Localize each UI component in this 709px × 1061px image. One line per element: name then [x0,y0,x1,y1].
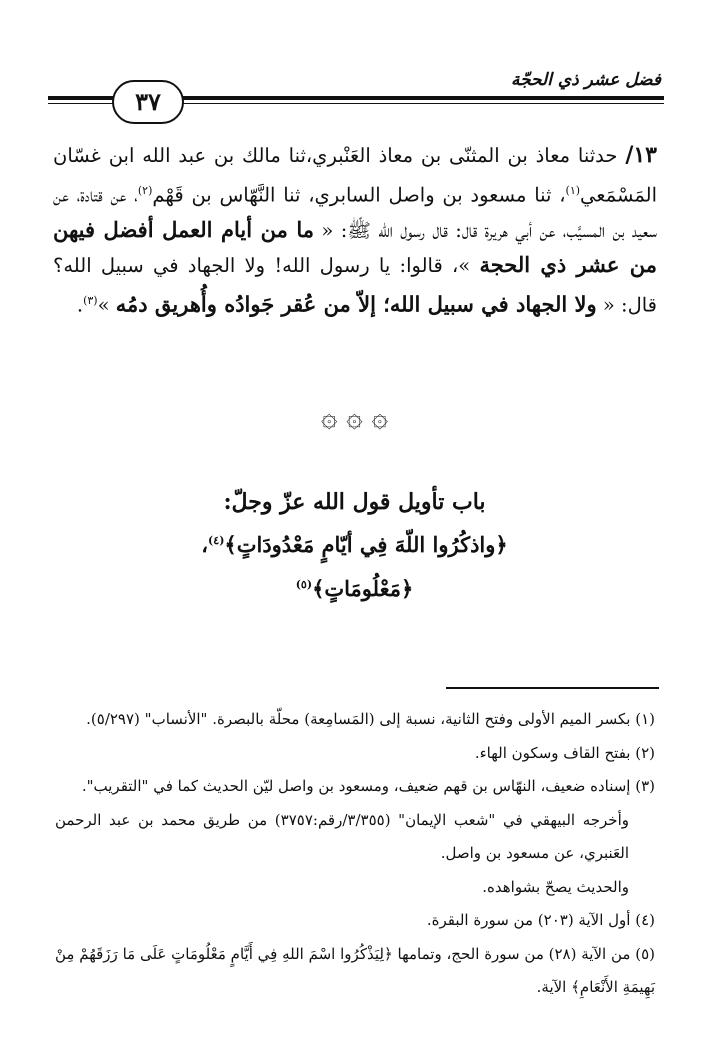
matn-middle: »، قالوا: يا رسول الله! ولا الجهاد في سبيل الله؟ قال: « [53,254,657,316]
verse-2: ﴿مَعْلُومَاتٍ﴾ [312,576,414,601]
footnote-1: (١) بكسر الميم الأولى وفتح الثانية، نسبة إلى (المَسامِعة) محلّة بالبصرة. "الأنساب" (٥/٢٩٧). [86,710,655,728]
page-number: ٣٧ [112,80,184,124]
footnote-ref-1[interactable]: (١) [565,183,581,197]
hadith-final: . [76,293,84,316]
isnad-part2: ، ثنا مسعود بن واصل السابري، ثنا النَّهّاس بن قَهْم [152,183,566,206]
matn-part2: ولا الجهاد في سبيل الله؛ إلاّ من عُقر جَوادُه وأُهريق دمُه [115,291,597,316]
isnad-part3: ، عن قتادة، عن سعيد بن المسيَّب، عن أبي هريرة قال: قال رسول الله ﷺ: « [53,183,658,242]
footnote-3-conclusion: والحديث يصحّ بشواهده. [482,877,629,896]
verse-1: ﴿واذكُرُوا اللّهَ فِي أيّامٍ مَعْدُودَاتٍ﴾ [224,532,508,557]
footnote-3-continued: وأخرجه البيهقي في "شعب الإيمان" (٣/٣٥٥/رقم:٣٧٥٧) من طريق محمد بن عبد الرحمن العَنبري، عن مسعود بن واصل. [55,810,629,862]
footnote-4: (٤) أول الآية (٢٠٣) من سورة البقرة. [426,911,655,929]
section-ornaments: ۞ ۞ ۞ [320,400,389,433]
footnote-ref-2[interactable]: (٢) [137,183,153,197]
verse-separator: ، [201,532,209,557]
chapter-heading [0,483,709,609]
footnote-ref-5[interactable]: (٥) [295,578,313,591]
footnote-3: (٣) إسناده ضعيف، النهّاس بن قهم ضعيف، ومسعود بن واصل ليّن الحديث كما في "التقريب". [81,777,655,795]
chapter-title: باب تأويل قول الله عزّ وجلّ: [223,489,486,515]
running-title: فضل عشر ذي الحجّة [510,70,661,90]
hadith-number: ١٣/ [625,142,657,168]
chapter-verse-1 [0,521,709,565]
matn-part1: ما من أيام العمل أفضل فيهن من عشر ذي الحجة [53,216,657,277]
matn-end: » [97,293,116,316]
footnotes [55,703,655,1005]
footnote-rule [446,687,659,689]
isnad-part1: حدثنا معاذ بن المثنّى بن معاذ العَنْبري،ثنا مالك بن عبد الله ابن غسّان المَسْمَعي [53,144,657,206]
footnote-2: (٢) بفتح القاف وسكون الهاء. [474,743,655,762]
footnote-ref-4[interactable]: (٤) [208,534,225,547]
hadith-text [53,138,657,323]
footnote-5: (٥) من الآية (٢٨) من سورة الحج، وتمامها ﴿لِيَذْكُرُوا اسْمَ اللهِ فِي أَيَّامٍ مَعْلُومَاتٍ عَلَى مَا رَزَقَهُمْ مِنْ بَهِيمَةِ الأَنْعَامِ﴾ الآية. [55,944,655,996]
chapter-verse-2 [0,565,709,609]
footnote-ref-3[interactable]: (٣) [83,293,98,307]
